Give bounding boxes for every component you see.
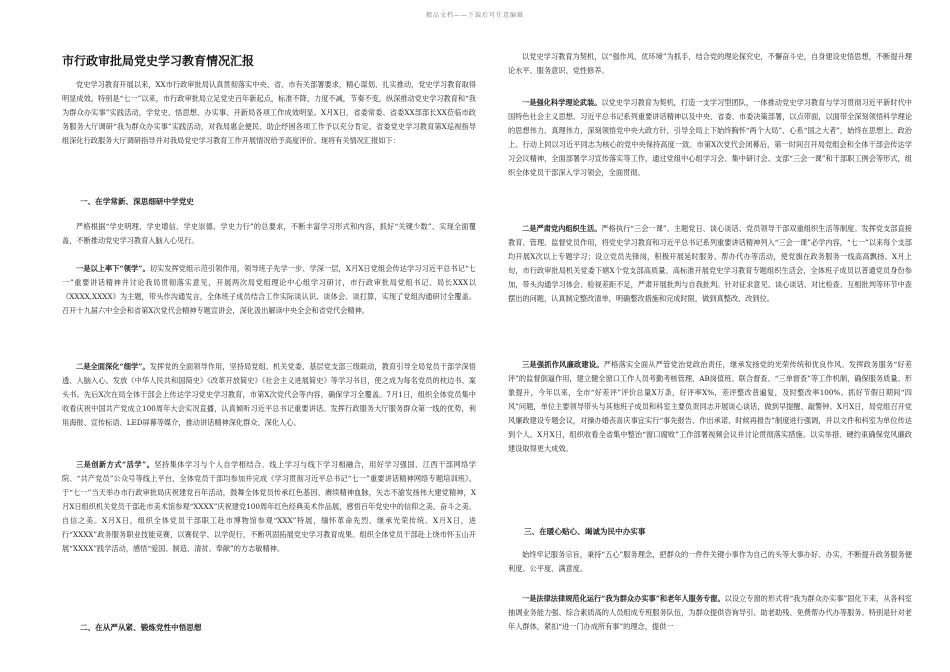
item-lead: 二是全面深化“细学”。 <box>76 362 150 371</box>
item-lead: 三是创新方式“活学”。 <box>76 460 155 469</box>
item-body: 以设立专窗的形式将“我为群众办实事”固化下来，从各科室抽调业务能力强、综合素质高的人员组成专班服务队伍，为群众提供咨询导引、助老助残、免费帮办代办等服务。特别是针对老年人群体，紧扣“进一门办成所有事”的理念，提供一 <box>508 594 912 631</box>
item-body: 严格落实全面从严管党治党政治责任，继承发扬党的光荣传统和优良作风。发挥政务服务“好差评”的监督倒逼作用，建立健全窗口工作人员考勤考核管理、AB岗值班、联合督查、“三单督查”等工作机制，确保服务质量、形象提升，今年以来，全市“好差评”评价总量X万条，好评率X%，差评整改普遍复，及时整改率100%。抓好节假日期间“四风”问题，单位主要领导带头与其他班子成员和科室主要负责同志开展谈心谈话，做到早提醒、敲警钟。X月X日，局党组召开党风廉政建设专题会议，对操办婚丧喜庆事宜实行“事先报告、作出承诺、时候再报告”制度进行强调，并以文件和科室为单位传达到个人。X月X日，组织收看全省集中整治“窗口腐败”工作部署视频会议并讨论贯彻落实措施。以实举措、硬约束确保党风廉政建设取得更大成效。 <box>508 360 912 453</box>
item-body: 坚持集体学习与个人自学相结合、线上学习与线下学习相融合，用好学习强国、江西干部网络学院、“共产党员”公众号等线上平台，全体党员干部均参加并完成《学习贯彻习近平总书记“七一”重要讲话精神网络专题培训班》。于“七一”当天举办市行政审批局庆祝建党百年活动，鼓舞全体党员传承红色基因、赓续精神血脉，矢志不渝发扬伟大建党精神，X月X日组织机关党员干部赴市美术馆参观“XXXX”庆祝建党100周年红色经典美术作品展，感悟百年党史中的信仰之美、奋斗之美、自信之美。X月X日，组织全体党员干部职工赴市博物馆参观“XXX”特展，缅怀革命先烈、继承光荣传统。X月X日，进行“XXXX”政务服务职业技能竞赛，以赛促学、以学促行，不断巩固拓展党史学习教育成果。组织全体党员干部赴上饶市怀玉山开展“XXXX”践学活动，感悟“爱国、制造、清贫、奉献”的方志敏精神。 <box>62 460 476 553</box>
section-3-heading: 三、在暖心贴心、竭诚为民中办实事 <box>524 527 646 536</box>
item-lead: 二是严肃党内组织生活。 <box>522 224 602 233</box>
section-1-paragraph: 严格根据“学史明理、学史增信、学史崇德、学史力行”的总要求，不断丰富学习形式和内容，抓好“关键少数”、实现全面覆盖，不断推动党史学习教育入脑入心见行。 <box>62 222 476 245</box>
item-lead: 三是强抓作风廉政建设。 <box>522 360 604 369</box>
document-title: 市行政审批局党史学习教育情况汇报 <box>62 54 255 68</box>
section-3-paragraph: 始终牢记服务宗旨，秉持“五心”服务理念，把群众的一件件关键小事作为自己的头等大事办好、办实，不断提升政务服务便利度、公平度、满意度。 <box>508 550 912 573</box>
section-2-continued: 以党史学习教育为契机，以“强作风、优环境”为抓手，结合党的理论探究史，不懈奋斗史，自身建设史悟思想，不断提升理论水平、服务意识、党性修养。 <box>508 52 912 75</box>
item-lead: 一是法律法律规范化运行“我为群众办实事”和老年人服务专窗。 <box>522 594 725 603</box>
section-2-item-1 <box>508 96 912 208</box>
intro-paragraph: 党史学习教育开展以来，XX市行政审批局认真贯彻落实中央、省、市有关部署要求，精心谋划、扎实推动，党史学习教育取得明显成效。特别是“七一”以来，市行政审批局立足党史百年新起点，标准不降，力度不减，节奏不变，纵深推动党史学习教育和“我为群众办实事”实践活动，学党史、悟思想、办实事、开新局各项工作成效明显。X月X日，省委常委、省委XX部部长XX莅临市政务服务大厅调研“我为群众办实事”实践活动，对我局惠企便民、助企纾困各项工作予以充分肯定。省委党史学习教育第X巡视指导组深化行政服务大厅调研指导并对我局党史学习教育工作开展情况给予高度评价。现将有关情况汇报如下： <box>62 80 476 145</box>
item-lead: 一是强化科学理论武装。 <box>522 98 602 107</box>
item-lead: 一是以上率下“领学”。 <box>76 264 150 273</box>
section-1-item-3 <box>62 458 476 584</box>
item-body: 以党史学习教育为契机，打造一支学习型团队，一体推动党史学习教育与学习贯彻习近平新时代中国特色社会主义思想、习近平总书记系列重要讲话精神以及中央、省委、市委决策部署，以点带面，以面带全深刻领悟科学理论的思想伟力、真理伟力，深刻领悟党中央大政方针，引导全局上下始终胸怀“两个大局”、心系“国之大者”，始终在思想上、政治上、行动上同以习近平同志为核心的党中央保持高度一致。市第X次党代会闭幕后，第一时间召开局党组会和全体干部会传达学习会议精神，全面部署学习宣传落实等工作，通过党组中心组学习会、集中研讨会、支部“三会一课”和干部职工例会等形式，组织全体党员干部深入学习领会，全面贯彻。 <box>508 98 912 177</box>
section-1-heading: 一、在学常新、深思细研中学党史 <box>80 197 194 206</box>
section-2-item-3 <box>508 358 912 512</box>
section-1-item-2 <box>62 360 476 444</box>
item-body: 切实发挥党组示范引领作用，领导班子先学一步、学深一层，X月X日党组会传达学习习近平总书记“七一”重要讲话精神并讨论我局贯彻落实意见，开展两次局党组理论中心组学习研讨，市行政审批局党组书记、局长XXX以《XXXX,XXXX》为主题，带头作沟通发言，全体班子成员结合工作实际谈认识、谈体会、谈打算，实现了党组沟通研讨全覆盖。召开十九届六中全会和省第X次党代会精神专题宣讲会，深化汲出解读中央全会和省党代会精神。 <box>62 264 476 315</box>
header-note: 精品文档——下载后可任意编辑 <box>425 12 524 19</box>
section-1-item-1 <box>62 262 476 346</box>
section-2-item-2 <box>508 222 912 348</box>
section-2-heading: 二、在从严从紧、锻炼党性中悟思想 <box>80 623 202 632</box>
item-body: 发挥党的全面领导作用，坚持局党组、机关党委、基层党支部三级联动，教育引导全局党员干部学深悟透、入脑入心。发放《中华人民共和国简史》《改革开放简史》《社会主义进展简史》等学习书目，使之成为每名党员的枕边书、案头书。先后X次在局全体干部会上传达学习党史学习教育，市第X次党代会等内容，确保学习全覆盖。7月1日，组织全体党员集中收看庆祝中国共产党成立100周年大会实况直播，认真倾听习近平总书记重要讲话。发挥行政服务大厅服务群众第一线的优势，利用海报、宣传标语、LED屏幕等媒介，推动讲话精神深化群众、深化人心。 <box>62 362 476 427</box>
section-3-item-1 <box>508 592 912 648</box>
item-body: 严格执行“三会一课”、主题党日、谈心谈话、党员领导干部双重组织生活等制度。发挥党支部直接教育、管理、监督党员作用，将党史学习教育和习近平总书记系列重要讲话精神列入“三会一课”必学内容，“七一”以来每个支部均开展X次以上专题学习；设立党员先锋岗，积极开展延时服务、帮办代办等活动，使党旗在政务服务一线高高飘扬。X月上旬，市行政审批局机关党委下辖X个党支部高质量、高标准开展党史学习教育专题组织生活会，全体班子成员以普通党员身份参加，带头沟通学习体会、检视差距不足，严肃开展批判与自我批判。针对征求意见、谈心谈话、对比检查、互相批判等环节中查摆出的问题，认真制定整改清单，明确整改措施和完成时限，做到真整改、改到位。 <box>508 224 912 303</box>
